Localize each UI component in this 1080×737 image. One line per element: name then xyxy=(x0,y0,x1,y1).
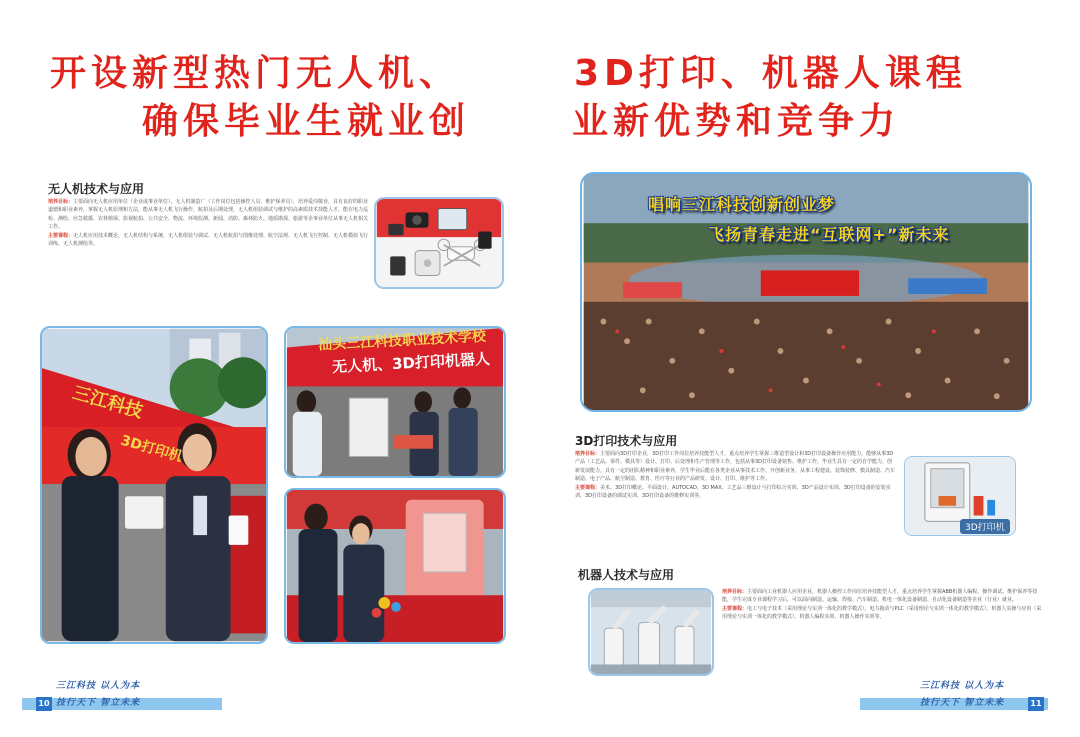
section-title-printing: 3D打印技术与应用 xyxy=(575,434,678,448)
drone-illustration xyxy=(376,199,502,287)
crowd-banner-photo xyxy=(580,172,1032,412)
booth-scene xyxy=(42,328,266,642)
training-text: 主要面向无人机应用单位（企业或事业单位），无人机制造厂（工作岗位包括操控人员，维护保养员），培养爱岗敬业，具有良好的职业道德和职业素养，掌握无人机原理和方法，能从事无人机飞行操作，航拍及后期处理，无人机组装调试与维护的高素质技术技能人才。能在电力巡检、测绘、应急救援、农林植保、影视航拍、公共安全、物流、环境监测、新闻、消防、森林防火、地质勘探、旅游等企事业单位从事无人机相关工作。 xyxy=(48,199,369,231)
course-label: 主要课程： xyxy=(575,484,601,491)
footer-motto-right-2: 技行天下 智立未来 xyxy=(920,698,1005,708)
section-body-printing xyxy=(575,450,897,560)
footer-motto-left-1: 三江科技 以人为本 xyxy=(56,681,141,691)
printer-demo-scene xyxy=(286,490,504,642)
training-label: 培养目标： xyxy=(48,199,74,205)
headline-left-line1: 开设新型热门无人机、 xyxy=(50,53,461,94)
course-label: 主要课程： xyxy=(722,605,748,612)
training-label: 培养目标： xyxy=(575,451,601,457)
printer-caption: 3D打印机 xyxy=(960,519,1010,534)
booth-photo-large xyxy=(40,326,268,644)
training-text: 主要面向3D打印企业，3D打印工作岗位培养技能型人才，重点培养学生掌握三维造型设计和3D打印设备操作应用能力，能够从事3D产品（工艺品、零件、模具等）设计、打印、后处理和生产管理等工作，包括从事3D打印设备销售、维护工作，毕业生具有一定的自学能力，创新发展能力，具有一定的团队精神和职业素养，学生毕业后能在各类企业从事技术工作、开创新业务，从事工程建设、装饰装修、模具制造、汽车制造、电子产品、航空制造、教育、医疗等行业的产品研发、设计、打印、维护等工作。 xyxy=(575,451,896,483)
course-text: 无人机应用技术概论、无人机结构与系统、无人机组装与调试、无人机航拍与图像处理、航空法规、无人机飞行控制、无人机模拟飞行训练、无人机测绘等。 xyxy=(48,232,369,248)
booth-banner-text-2: 3D打印机 xyxy=(118,432,185,466)
headline-right-line2: 业新优势和竞争力 xyxy=(572,101,901,142)
banner-slogan-2: 飞扬青春走进“互联网+”新未来 xyxy=(708,225,950,244)
booth-sign-courses: 无人机、3D打印机器人 xyxy=(331,349,491,377)
robot-photo xyxy=(588,588,714,676)
booth-photo-upper xyxy=(284,326,506,478)
booth-sign-school: 汕头三江科技职业技术学校 xyxy=(317,328,487,354)
booth-banner-text: 三江科技 xyxy=(70,382,146,423)
footer-motto-right-1: 三江科技 以人为本 xyxy=(920,681,1005,691)
drone-product-photo xyxy=(374,197,504,289)
headline-right-line1: 3D打印、机器人课程 xyxy=(574,53,967,94)
robot-arm-scene xyxy=(590,590,712,674)
section-title-robot: 机器人技术与应用 xyxy=(578,568,675,582)
section-title-drone: 无人机技术与应用 xyxy=(48,182,145,196)
course-text: 美术、3D打印概论、平面设计、AUTOCAD、3D MAX、工艺品三维设计与打印综合实训、3D产品设计实训、3D打印设备的安装实训、3D打印设备的调试实训、3D打印设备的维修实训等。 xyxy=(575,484,891,500)
section-body-robot xyxy=(722,588,1044,668)
booth-photo-lower xyxy=(284,488,506,644)
training-label: 培养目标： xyxy=(722,589,748,595)
footer-motto-left-2: 技行天下 智立未来 xyxy=(56,698,141,708)
course-text: 电工与电子技术（采用理论与实训一体化的教学模式）、电力拖动与PLC（采用理论与实训一体化的教学模式）、机器人实操与应用（采用理论与实训一体化的教学模式）、机器人编程实训、机器人操作实训等。 xyxy=(722,605,1042,621)
page-number-left: 10 xyxy=(36,697,52,711)
headline-left-line2: 确保毕业生就业创 xyxy=(142,101,471,142)
training-text: 主要面向工业机器人应用企业，机器人操控工作岗位培养技能型人才，重点培养学生掌握ABB机器人编程、操作调试、维护保养等技能，学生完成专业课程学习后，可以面向制造、运输、焊接、汽车制造、机电一体化设备制造、自动化设备制造等企业（行业）就业。 xyxy=(722,589,1038,604)
page-number-right: 11 xyxy=(1028,697,1044,711)
section-body-drone xyxy=(48,198,370,290)
banner-slogan-1: 唱响三江科技创新创业梦 xyxy=(648,195,836,214)
course-label: 主要课程： xyxy=(48,232,74,239)
